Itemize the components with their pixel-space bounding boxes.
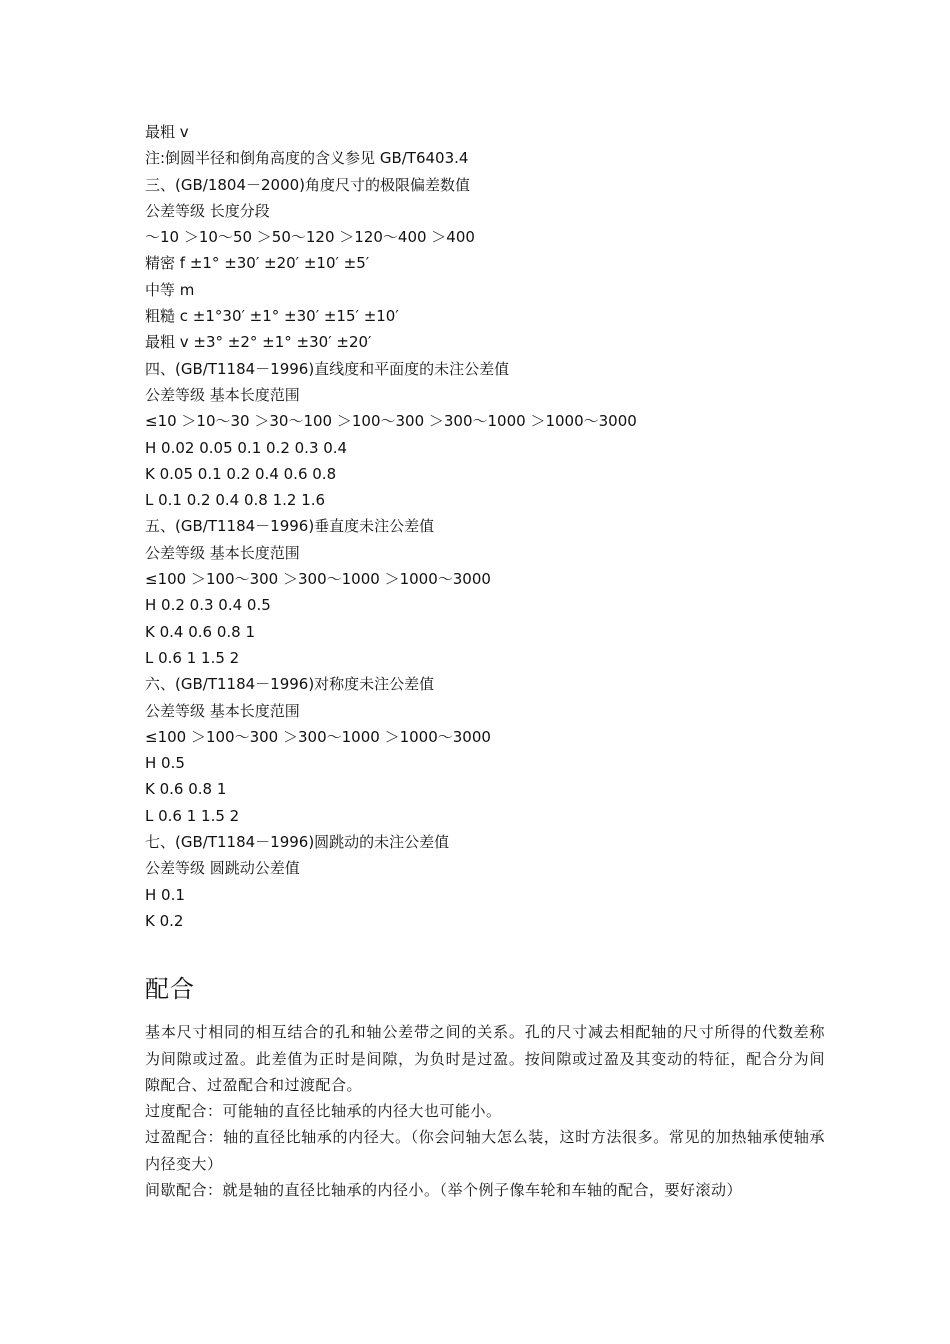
table-row: H 0.5 bbox=[145, 754, 185, 773]
table-row: L 0.1 0.2 0.4 0.8 1.2 1.6 bbox=[145, 491, 326, 510]
table-header: 公差等级 基本长度范围 bbox=[145, 543, 300, 562]
section-heading: 五、(GB/T1184－1996)垂直度未注公差值 bbox=[145, 517, 435, 536]
section-heading: 三、(GB/1804－2000)角度尺寸的极限偏差数值 bbox=[145, 175, 471, 194]
table-row: 中等 m bbox=[145, 280, 195, 299]
paragraph: 过度配合：可能轴的直径比轴承的内径大也可能小。 bbox=[145, 1102, 502, 1121]
table-row: ≤100 ＞100～300 ＞300～1000 ＞1000～3000 bbox=[145, 570, 491, 589]
table-header: 公差等级 圆跳动公差值 bbox=[145, 859, 300, 878]
table-row: H 0.02 0.05 0.1 0.2 0.3 0.4 bbox=[145, 438, 348, 457]
table-row: 最粗 v ±3° ±2° ±1° ±30′ ±20′ bbox=[145, 333, 372, 352]
text-line: 最粗 v bbox=[145, 123, 189, 141]
document-page bbox=[145, 119, 825, 1203]
section-heading: 六、(GB/T1184－1996)对称度未注公差值 bbox=[145, 675, 435, 694]
table-row: ≤10 ＞10～30 ＞30～100 ＞100～300 ＞300～1000 ＞1000～3000 bbox=[145, 412, 637, 431]
table-row: K 0.6 0.8 1 bbox=[145, 780, 227, 799]
table-row: 精密 f ±1° ±30′ ±20′ ±10′ ±5′ bbox=[145, 254, 370, 273]
table-row: ≤100 ＞100～300 ＞300～1000 ＞1000～3000 bbox=[145, 727, 491, 746]
table-header: 公差等级 基本长度范围 bbox=[145, 701, 300, 720]
table-row: K 0.2 bbox=[145, 911, 184, 930]
table-row: L 0.6 1 1.5 2 bbox=[145, 648, 240, 667]
table-row: K 0.4 0.6 0.8 1 bbox=[145, 622, 256, 641]
table-row: 粗糙 c ±1°30′ ±1° ±30′ ±15′ ±10′ bbox=[145, 307, 399, 326]
table-row: K 0.05 0.1 0.2 0.4 0.6 0.8 bbox=[145, 464, 337, 483]
table-row: L 0.6 1 1.5 2 bbox=[145, 806, 240, 825]
paragraph: 过盈配合：轴的直径比轴承的内径大。（你会问轴大怎么装，这时方法很多。常见的加热轴承使轴承内径变大） bbox=[145, 1128, 825, 1173]
text-line: 注:倒圆半径和倒角高度的含义参见 GB/T6403.4 bbox=[145, 149, 469, 168]
section-heading: 七、(GB/T1184－1996)圆跳动的未注公差值 bbox=[145, 833, 450, 852]
section-title: 配合 bbox=[145, 975, 195, 1004]
table-header: 公差等级 基本长度范围 bbox=[145, 385, 300, 404]
table-row: H 0.2 0.3 0.4 0.5 bbox=[145, 596, 271, 615]
table-row: H 0.1 bbox=[145, 885, 185, 904]
paragraph: 基本尺寸相同的相互结合的孔和轴公差带之间的关系。孔的尺寸减去相配轴的尺寸所得的代数差称为间隙或过盈。此差值为正时是间隙，为负时是过盈。按间隙或过盈及其变动的特征，配合分为间隙配合、过盈配合和过渡配合。 bbox=[145, 1023, 825, 1094]
table-row: ～10 ＞10～50 ＞50～120 ＞120～400 ＞400 bbox=[145, 228, 475, 247]
paragraph: 间歇配合：就是轴的直径比轴承的内径小。（举个例子像车轮和车轴的配合，要好滚动） bbox=[145, 1180, 743, 1199]
section-heading: 四、(GB/T1184－1996)直线度和平面度的未注公差值 bbox=[145, 359, 510, 378]
table-header: 公差等级 长度分段 bbox=[145, 201, 270, 220]
